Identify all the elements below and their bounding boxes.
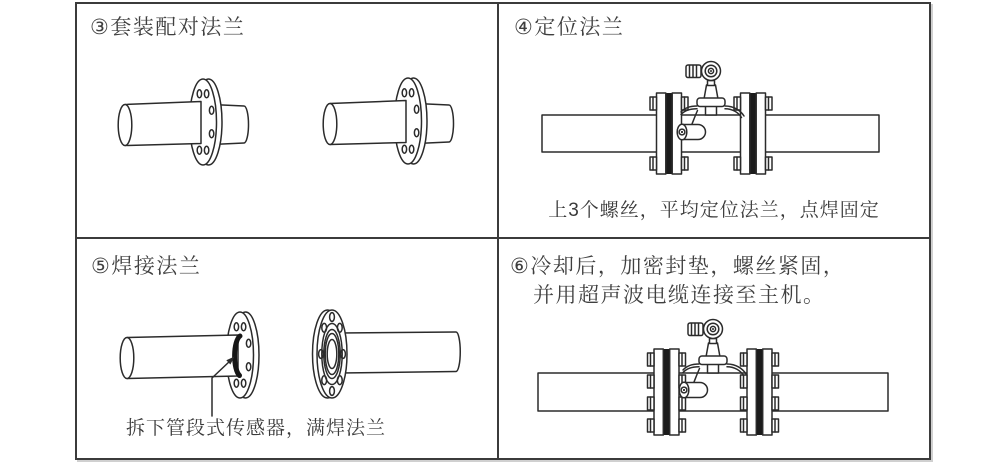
panel-step4-caption: 上3个螺丝，平均定位法兰，点焊固定: [548, 200, 880, 221]
panel-step6-title: [510, 252, 845, 310]
panel-step4-title: ④定位法兰: [514, 16, 625, 39]
panel-step6-title-line1: ⑥冷却后，加密封垫，螺丝紧固，: [510, 255, 846, 278]
instruction-grid: [75, 2, 931, 460]
pipe-with-flange-left: [118, 79, 248, 165]
pipe-with-flange-right: [323, 78, 453, 164]
panel-step6-title-line2: 并用超声波电缆连接至主机。: [533, 284, 826, 307]
pipe: [538, 373, 888, 411]
welded-pipe-flange: [120, 312, 259, 398]
pipe: [542, 115, 879, 152]
panel-step6-final-assembly: [499, 239, 929, 458]
panel-step5-caption: 拆下管段式传感器，满焊法兰: [126, 418, 387, 439]
panel-step5-title: ⑤焊接法兰: [91, 255, 202, 278]
panel-step5-weld-flanges: [77, 239, 499, 458]
panel-step4-position-flanges: [499, 4, 929, 239]
flange-face-with-pipe: [313, 310, 461, 398]
panel-step3-title: ③套装配对法兰: [90, 16, 246, 39]
panel-step3-mating-flanges: [77, 4, 499, 239]
